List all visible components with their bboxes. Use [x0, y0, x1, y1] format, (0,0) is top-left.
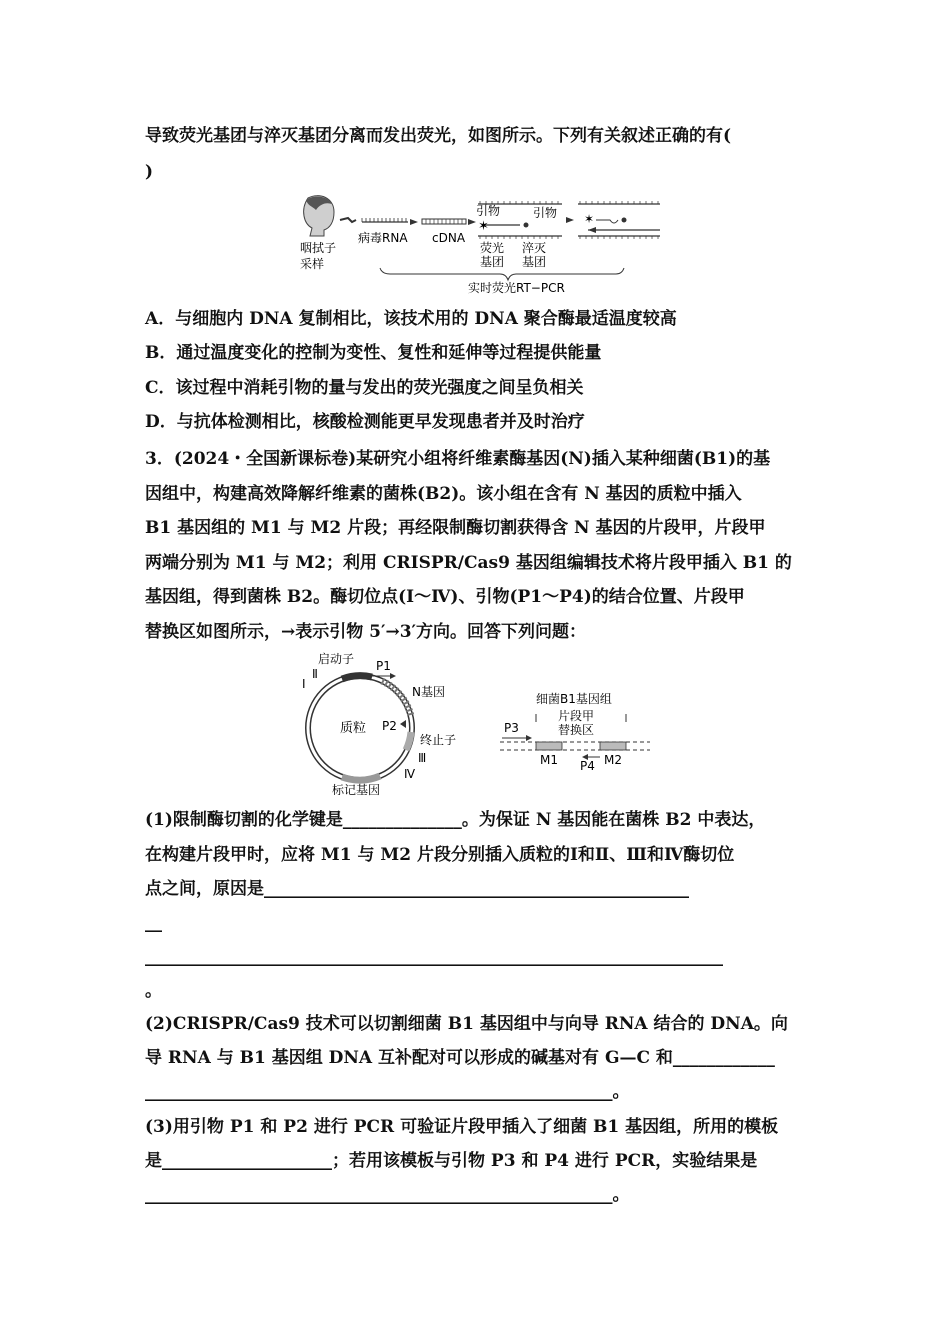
sub1-line-5: ____________________________________________________________________ [145, 947, 723, 967]
sub3-line-1: (3)用引物 P1 和 P2 进行 PCR 可验证片段甲插入了细菌 B1 基因组，所用的模板 [145, 1117, 779, 1137]
q3-line-6: 替换区如图所示，→表示引物 5′→3′方向。回答下列问题： [145, 622, 587, 642]
swab-label-2: 采样 [300, 257, 325, 271]
person-icon [304, 196, 334, 236]
option-a: A．与细胞内 DNA 复制相比，该技术用的 DNA 聚合酶最适温度较高 [145, 309, 677, 329]
site-3-label: Ⅲ [418, 751, 427, 765]
brace [380, 268, 624, 280]
released-fluor-icon: ✶ [584, 212, 595, 226]
sub1-line-4: __ [145, 913, 162, 933]
arrow-icon [468, 219, 476, 225]
intro-line-2: ) [145, 162, 154, 182]
swab-arrow [340, 218, 356, 222]
quench-label-2: 基团 [522, 255, 547, 269]
q3-line-5: 基因组，得到菌株 B2。酶切位点(Ⅰ～Ⅳ)、引物(P1～P4)的结合位置、片段甲 [145, 587, 745, 607]
marker-segment [342, 776, 380, 780]
replace-label: 替换区 [558, 723, 595, 737]
m2-label: M2 [604, 753, 622, 767]
terminator-segment [406, 732, 411, 750]
q3-line-3: B1 基因组的 M1 与 M2 片段；再经限制酶切割获得含 N 基因的片段甲，片段甲 [145, 518, 766, 538]
sub2-line-2: 导 RNA 与 B1 基因组 DNA 互补配对可以形成的碱基对有 G—C 和____________ [145, 1048, 775, 1068]
arrow-icon [566, 217, 574, 223]
site-1-label: Ⅰ [302, 677, 306, 691]
q3-line-2: 因组中，构建高效降解纤维素的菌株(B2)。该小组在含有 N 基因的质粒中插入 [145, 484, 742, 504]
p1-arrow-icon [390, 673, 396, 679]
q3-line-1: 3．(2024・全国新课标卷)某研究小组将纤维素酶基因(N)插入某种细菌(B1)的基 [145, 449, 771, 469]
sub1-line-3: 点之间，原因是__________________________________________________ [145, 879, 689, 899]
sub3-line-2: 是____________________；若用该模板与引物 P3 和 P4 进行 PCR，实验结果是 [145, 1151, 758, 1171]
primer-label-2: 引物 [533, 206, 558, 220]
cdna-strand [422, 219, 466, 224]
sub1-line-1: (1)限制酶切割的化学键是______________。为保证 N 基因能在菌株 B2 中表达， [145, 810, 766, 830]
p4-label: P4 [580, 759, 595, 773]
sub1-line-6: 。 [145, 981, 162, 1001]
m2-block [600, 742, 626, 750]
site-4-label: Ⅳ [404, 767, 416, 781]
promoter-label: 启动子 [318, 652, 355, 666]
plasmid-figure [290, 648, 660, 802]
site-2-label: Ⅱ [312, 667, 318, 681]
sub1-line-2: 在构建片段甲时，应将 M1 与 M2 片段分别插入质粒的Ⅰ和Ⅱ、Ⅲ和Ⅳ酶切位 [145, 845, 735, 865]
marker-label: 标记基因 [332, 783, 381, 797]
quencher-dot-icon [524, 223, 529, 228]
terminator-label: 终止子 [420, 733, 457, 747]
m1-block [536, 742, 562, 750]
rt-pcr-figure [290, 190, 670, 304]
fragment-label: 片段甲 [558, 709, 595, 723]
sub3-line-3: _______________________________________________________。 [145, 1185, 630, 1205]
p1-label: P1 [376, 659, 391, 673]
p3-label: P3 [504, 721, 519, 735]
quench-label-1: 淬灭 [522, 241, 547, 255]
brace-label: 实时荧光RT−PCR [468, 281, 565, 295]
plasmid-diagram [290, 648, 660, 798]
plasmid-label: 质粒 [340, 721, 367, 736]
option-c: C．该过程中消耗引物的量与发出的荧光强度之间呈负相关 [145, 378, 584, 398]
rt-pcr-diagram [290, 190, 670, 300]
fluor-star-icon: ✶ [478, 219, 489, 234]
arrow-icon [410, 219, 418, 225]
option-d: D．与抗体检测相比，核酸检测能更早发现患者并及时治疗 [145, 412, 585, 432]
q3-line-4: 两端分别为 M1 与 M2；利用 CRISPR/Cas9 基因组编辑技术将片段甲插入 B1 的 [145, 553, 792, 573]
sub2-line-3: _______________________________________________________。 [145, 1082, 630, 1102]
option-b: B．通过温度变化的控制为变性、复性和延伸等过程提供能量 [145, 343, 602, 363]
promoter-segment [342, 676, 372, 679]
p2-label: P2 [382, 719, 397, 733]
sub2-line-1: (2)CRISPR/Cas9 技术可以切割细菌 B1 基因组中与向导 RNA 结合的 DNA。向 [145, 1014, 788, 1034]
rna-label: 病毒RNA [358, 231, 408, 245]
n-gene-label: N基因 [412, 685, 445, 699]
genome-title: 细菌B1基因组 [536, 692, 612, 706]
swab-label-1: 咽拭子 [300, 241, 337, 255]
cdna-label: cDNA [432, 231, 466, 245]
m1-label: M1 [540, 753, 558, 767]
fluor-label-1: 荧光 [480, 241, 505, 255]
primer-label-1: 引物 [476, 204, 501, 218]
p2-arrow-icon [400, 720, 406, 728]
intro-line-1: 导致荧光基团与淬灭基团分离而发出荧光，如图所示。下列有关叙述正确的有( [145, 126, 732, 146]
p3-arrow-icon [526, 735, 532, 741]
fluor-label-2: 基团 [480, 255, 505, 269]
